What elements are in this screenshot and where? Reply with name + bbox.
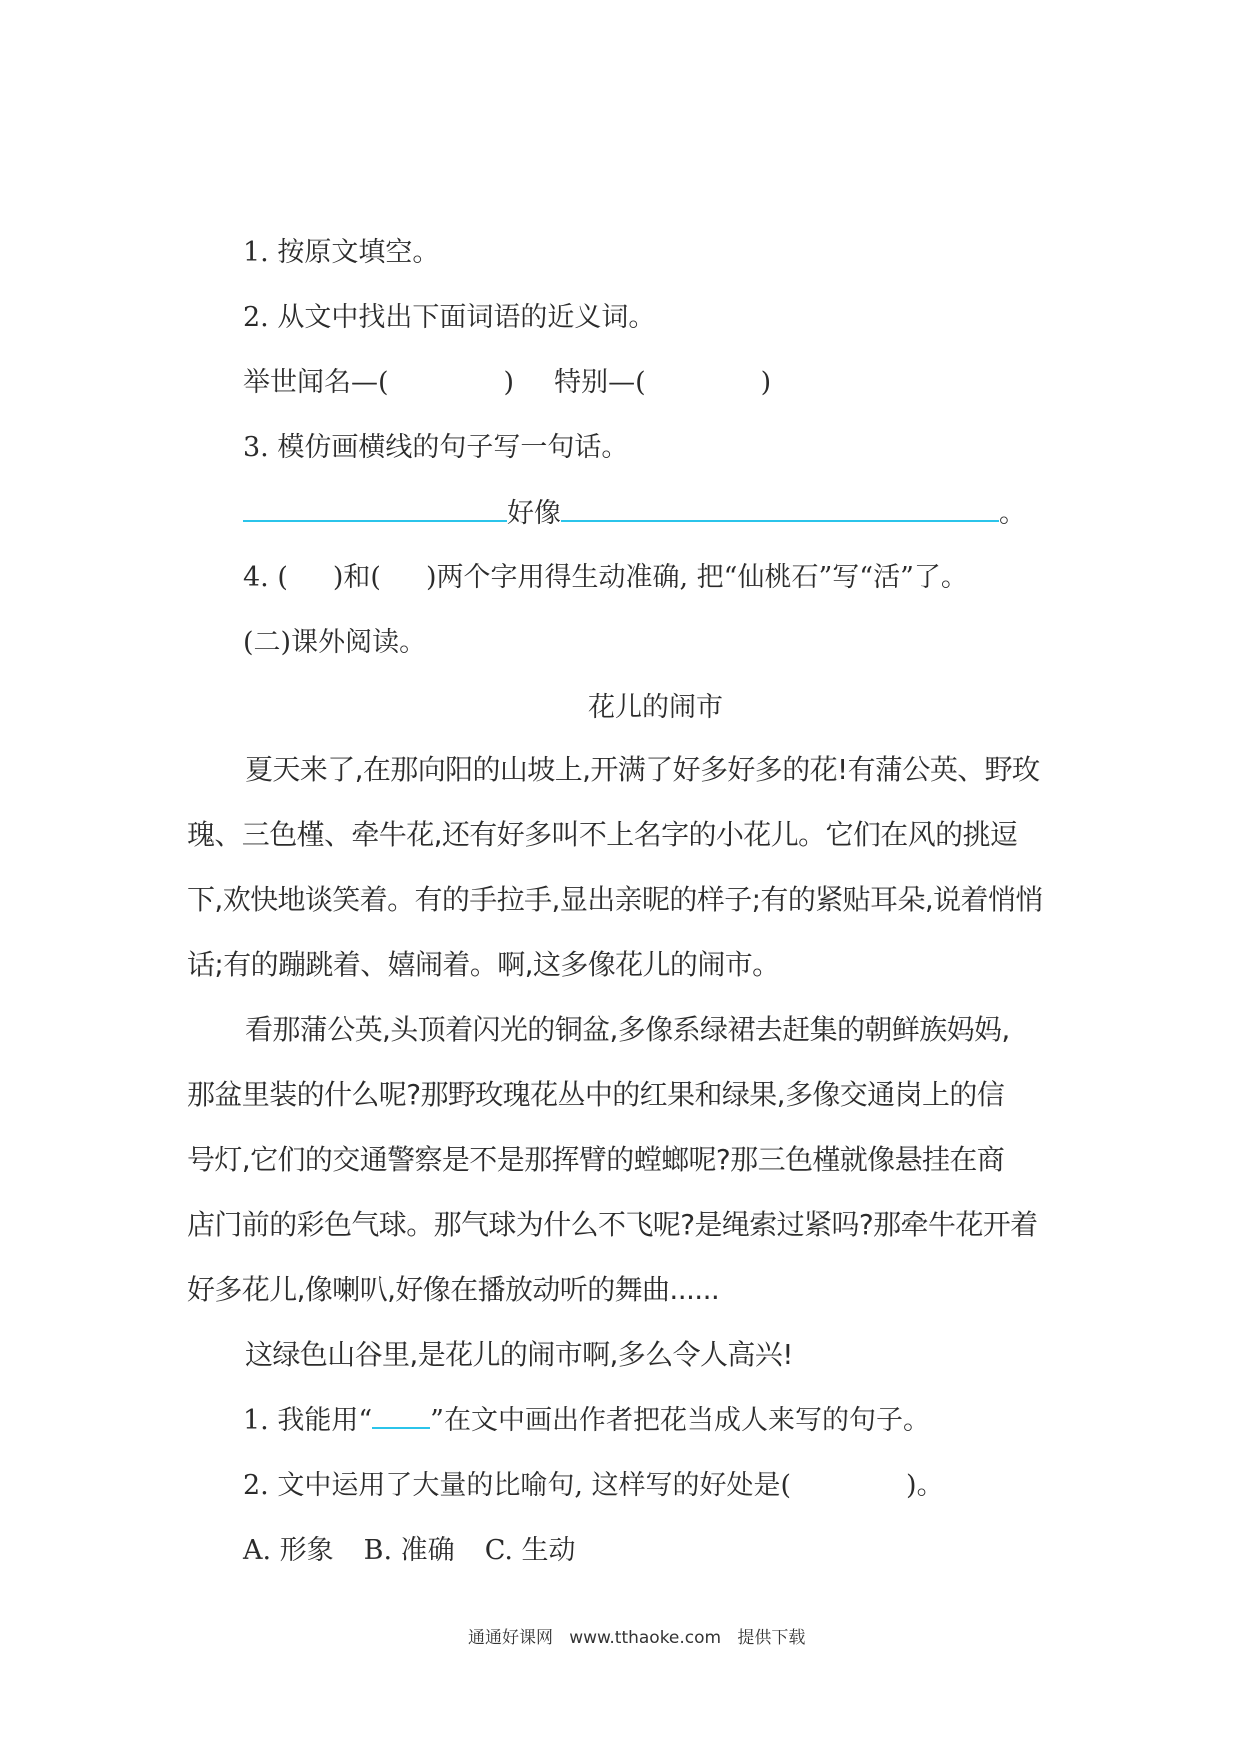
passage-line: 看那蒲公英,头顶着闪光的铜盆,多像系绿裙去赶集的朝鲜族妈妈, [245, 1013, 1010, 1046]
question-2: 2. 从文中找出下面词语的近义词。 [243, 302, 656, 333]
passage-line: 话;有的蹦跳着、嬉闹着。啊,这多像花儿的闹市。 [187, 948, 780, 981]
question-1: 1. 按原文填空。 [243, 237, 440, 268]
passage-line: 好多花儿,像喇叭,好像在播放动听的舞曲...... [187, 1273, 720, 1306]
imitation-blank-1[interactable] [243, 490, 507, 522]
synonym-item-1-close: ) [503, 367, 515, 398]
footer-site: 通通好课网 [468, 1628, 553, 1648]
reading-question-2: 2. 文中运用了大量的比喻句, 这样写的好处是( )。 [243, 1470, 944, 1501]
passage-line: 号灯,它们的交通警察是不是那挥臂的螳螂呢?那三色槿就像悬挂在商 [187, 1143, 1005, 1176]
question-3: 3. 模仿画横线的句子写一句话。 [243, 432, 629, 463]
footer-url[interactable]: www.tthaoke.com [569, 1628, 722, 1648]
answer-options [243, 1528, 576, 1567]
footer [468, 1623, 805, 1648]
option-b[interactable]: B. 准确 [363, 1535, 455, 1566]
synonym-item-2-close: ) [760, 367, 772, 398]
footer-note: 提供下载 [737, 1628, 806, 1648]
synonym-item-2-word: 特别—( [554, 367, 646, 398]
passage-line: 下,欢快地谈笑着。有的手拉手,显出亲昵的样子;有的紧贴耳朵,说着悄悄 [187, 883, 1043, 916]
synonym-row [243, 360, 771, 399]
question-4: 4. ( )和( )两个字用得生动准确, 把“仙桃石”写“活”了。 [243, 562, 968, 593]
option-c[interactable]: C. 生动 [484, 1535, 576, 1566]
section-heading: (二)课外阅读。 [243, 627, 427, 658]
imitation-middle: 好像 [507, 498, 561, 529]
passage-line: 夏天来了,在那向阳的山坡上,开满了好多好多的花!有蒲公英、野玫 [245, 753, 1040, 786]
passage-line: 瑰、三色槿、牵牛花,还有好多叫不上名字的小花儿。它们在风的挑逗 [187, 818, 1018, 851]
passage-line: 这绿色山谷里,是花儿的闹市啊,多么令人高兴! [245, 1338, 793, 1371]
imitation-end: 。 [999, 498, 1026, 529]
passage-line: 店门前的彩色气球。那气球为什么不飞呢?是绳索过紧吗?那牵牛花开着 [187, 1208, 1038, 1241]
reading-question-1: 1. 我能用“ ”在文中画出作者把花当成人来写的句子。 [243, 1398, 930, 1437]
imitation-blank-2[interactable] [561, 490, 999, 522]
option-a[interactable]: A. 形象 [243, 1535, 334, 1566]
underline-sample [372, 1399, 430, 1429]
imitation-sentence [243, 490, 1026, 530]
passage-title: 花儿的闹市 [588, 692, 723, 723]
synonym-item-1-word: 举世闻名—( [243, 367, 389, 398]
passage-line: 那盆里装的什么呢?那野玫瑰花丛中的红果和绿果,多像交通岗上的信 [187, 1078, 1005, 1111]
